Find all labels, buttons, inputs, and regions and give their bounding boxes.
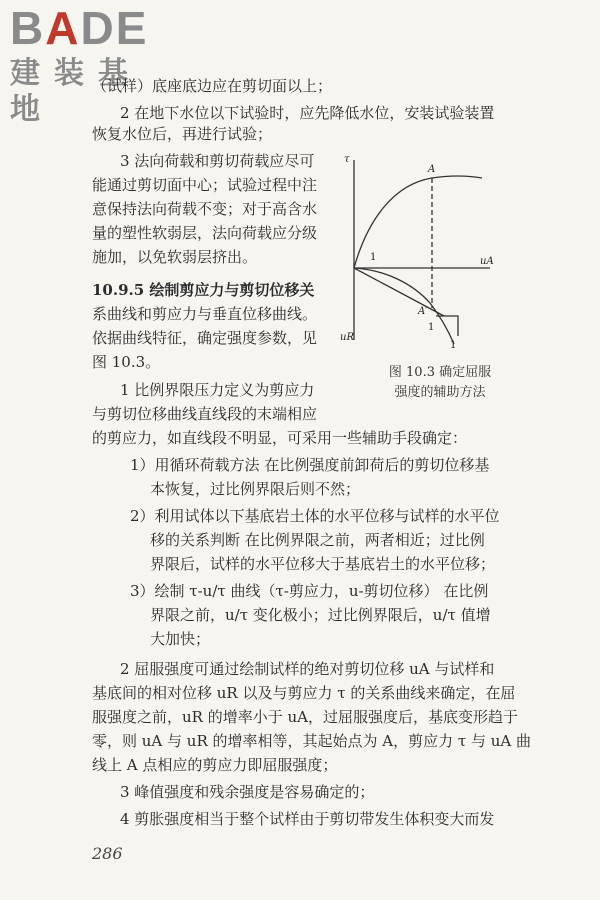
label-one-b: 1: [428, 322, 435, 333]
section-heading-10-9-5: 10.9.5 绘制剪应力与剪切位移关: [92, 281, 315, 299]
text-line-6: 意保持法向荷载不变；对于高含水: [92, 200, 318, 218]
text-line-2: 2 在地下水位以下试验时，应先降低水位，安装试验装置: [120, 104, 495, 122]
text-line-30: 4 剪胀强度相当于整个试样由于剪切带发生体积变大而发: [120, 810, 495, 828]
text-line-4: 3 法向荷载和剪切荷载应尽可: [120, 152, 315, 170]
text-line-26: 服强度之前，uR 的增率小于 uA，过屈服强度后，基底变形趋于: [92, 708, 518, 726]
figure-caption-line-2: 强度的辅助方法: [394, 385, 486, 400]
text-line-20: 界限后，试样的水平位移大于基底岩土的水平位移；: [150, 555, 496, 573]
text-line-1: （试样）底座底边应在剪切面以上；: [92, 77, 333, 95]
label-tau: τ: [344, 154, 350, 165]
text-line-10: 系曲线和剪应力与垂直位移曲线。: [92, 305, 318, 323]
text-line-17: 本恢复，过比例界限后则不然；: [150, 480, 361, 498]
text-line-12: 图 10.3。: [92, 353, 161, 371]
label-one-a: 1: [370, 252, 377, 263]
text-line-28: 线上 A 点相应的剪应力即屈服强度；: [92, 756, 338, 774]
logo-letter-b: B: [10, 2, 46, 54]
text-line-11: 依据曲线特征，确定强度参数，见: [92, 329, 318, 347]
text-line-22: 界限之前，u/τ 变化极小；过比例界限后，u/τ 值增: [150, 606, 491, 624]
text-line-25: 基底间的相对位移 uR 以及与剪应力 τ 的关系曲线来确定，在屈: [92, 684, 516, 702]
label-ur: uR: [340, 332, 354, 343]
figure-caption-line-1: 图 10.3 确定屈服: [388, 365, 492, 380]
slope-triangle: [436, 316, 458, 336]
ur-curve: [354, 268, 454, 344]
figure-10-3-diagram: [340, 148, 500, 353]
label-a: A: [428, 164, 436, 175]
text-line-13: 1 比例界限压力定义为剪应力: [120, 381, 315, 399]
text-line-3: 恢复水位后，再进行试验；: [92, 125, 273, 143]
logo-letters-de: DE: [80, 2, 149, 54]
text-line-24: 2 屈服强度可通过绘制试样的绝对剪切位移 uA 与试样和: [120, 660, 495, 678]
text-line-18: 2）利用试体以下基底岩土体的水平位移与试样的水平位: [130, 507, 500, 525]
text-line-19: 移的关系判断 在比例界限之前，两者相近；过比例: [150, 531, 485, 549]
tangent-line: [354, 268, 444, 316]
logo-subtitle: 建装基地: [10, 56, 142, 127]
label-a-prime: A′: [418, 306, 428, 317]
label-one-c: 1: [450, 340, 457, 351]
text-line-14: 与剪切位移曲线直线段的末端相应: [92, 405, 318, 423]
text-line-23: 大加快；: [150, 630, 211, 648]
text-line-7: 量的塑性软弱层，法向荷载应分级: [92, 224, 318, 242]
text-line-16: 1）用循环荷载方法 在比例强度前卸荷后的剪切位移基: [130, 456, 490, 474]
logo-brand: [10, 4, 180, 52]
page-number: 286: [92, 844, 123, 863]
label-ua: uA: [480, 256, 494, 267]
text-line-21: 3）绘制 τ-u/τ 曲线（τ-剪应力，u-剪切位移） 在比例: [130, 582, 489, 600]
text-line-27: 零，则 uA 与 uR 的增率相等，其起始点为 A，剪应力 τ 与 uA 曲: [92, 732, 531, 750]
logo-letter-a: A: [45, 2, 81, 54]
text-line-15: 的剪应力，如直线段不明显，可采用一些辅助手段确定：: [92, 429, 468, 447]
text-line-29: 3 峰值强度和残余强度是容易确定的；: [120, 783, 375, 801]
text-line-5: 能通过剪切面中心；试验过程中注: [92, 176, 318, 194]
text-line-8: 施加，以免软弱层挤出。: [92, 248, 258, 266]
